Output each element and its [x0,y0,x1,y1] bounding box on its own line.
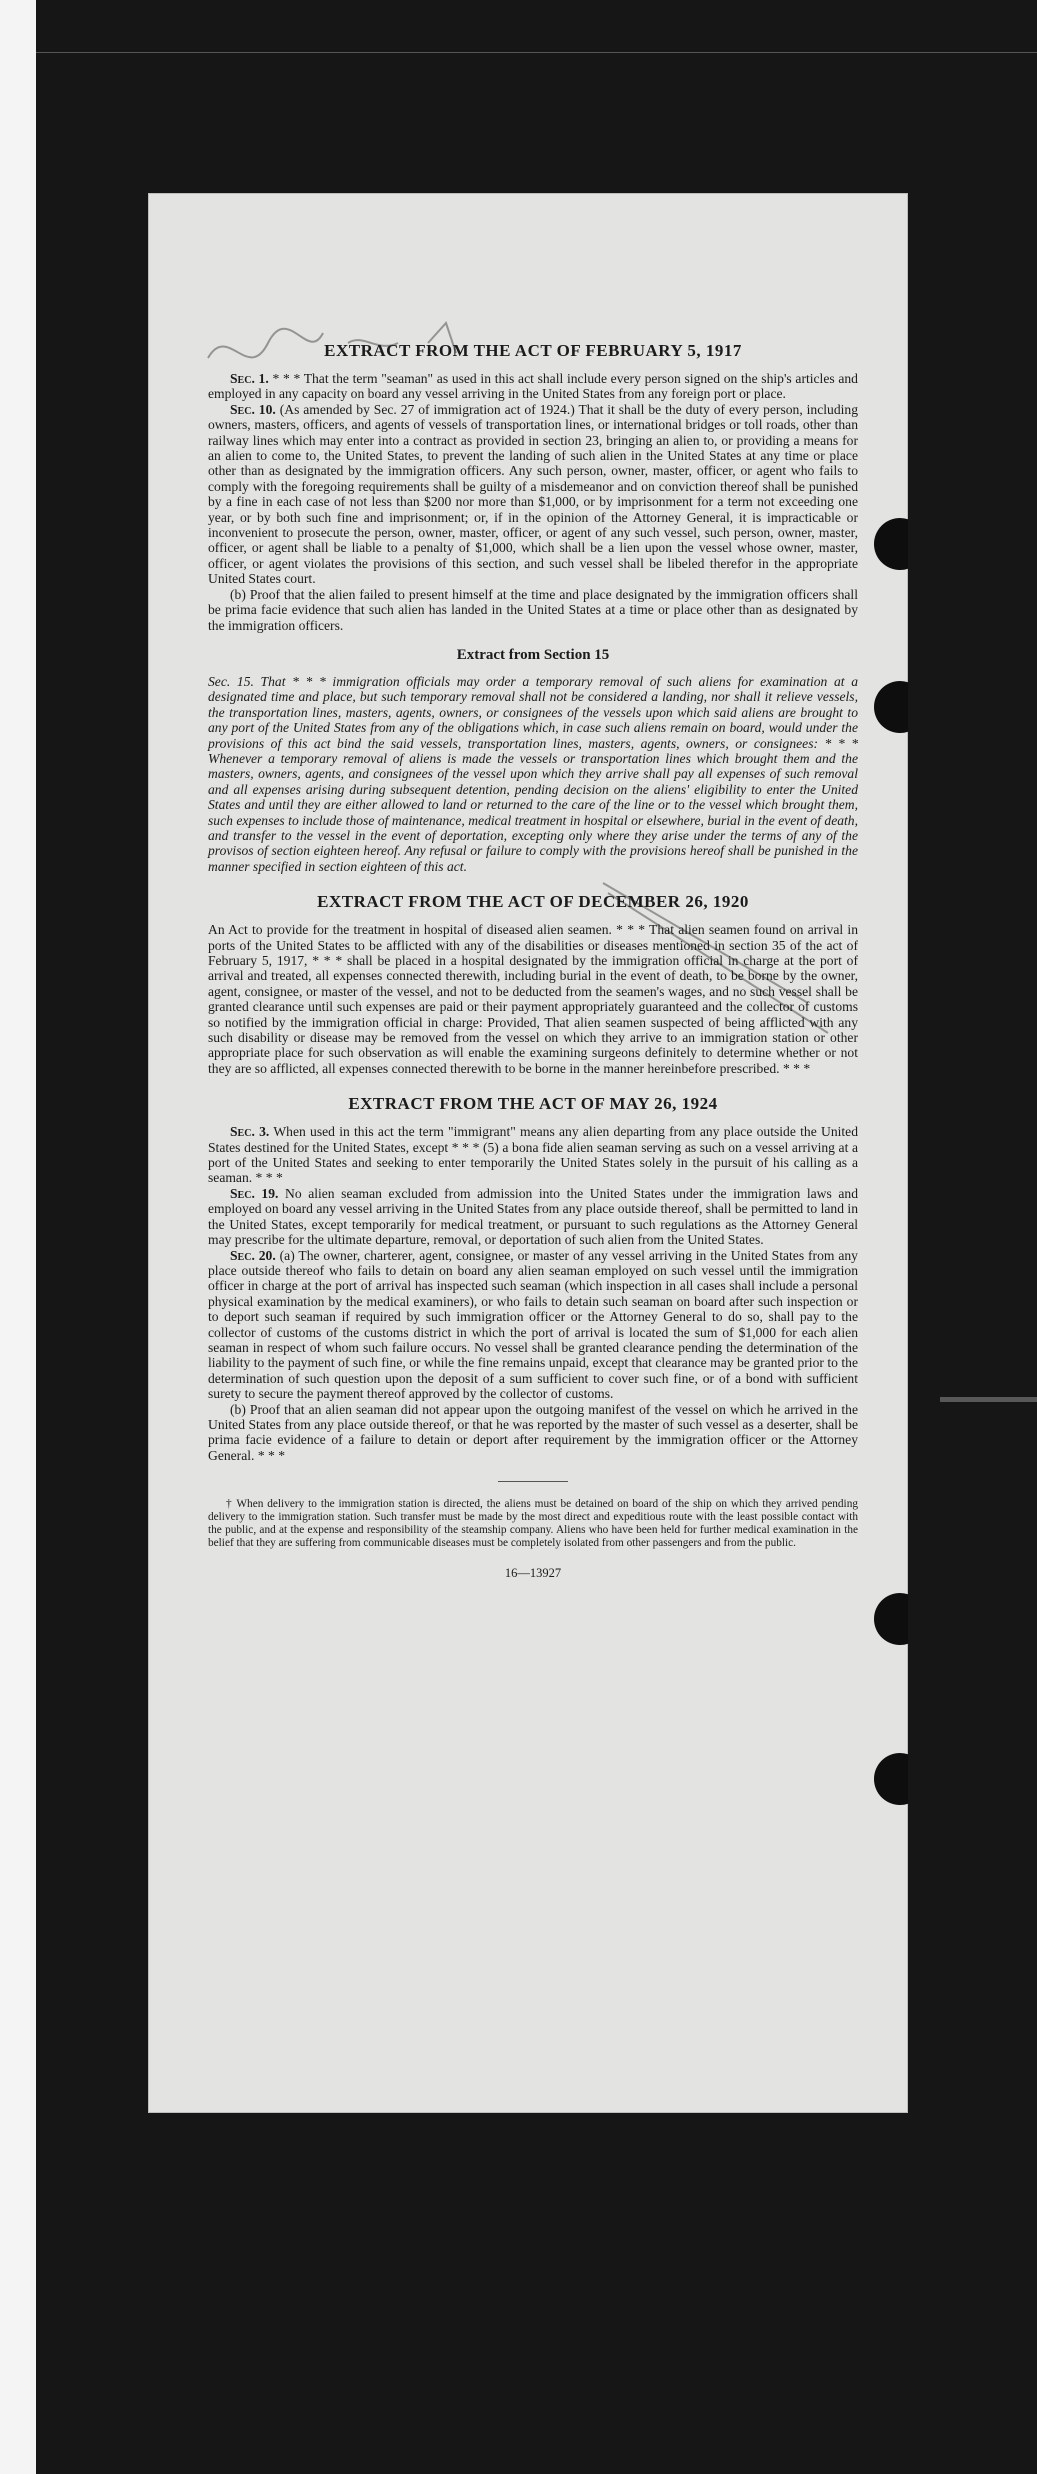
section-15-paragraph: Sec. 15. That * * * immigration officials may order a temporary removal of such aliens for examination at a designated time and place, but such temporary removal shall not be considered a landing, nor shall it relieve vessels, the transportation lines, masters, agents, owners, or consignees of the vessels upon which said aliens are brought to any port of the United States from any of the obligations which, in case such aliens remain on board, would under the provisions of this act bind the said vessels, transportation lines, masters, agents, owners, or consignees: * * * Whenever a temporary removal of aliens is made the vessels or transportation lines which brought them and the masters, owners, agents, and consignees of the vessel upon which they arrive shall pay all expenses of such removal and all expenses arising during subsequent detention, pending decision on the aliens' eligibility to enter the United States and until they are either allowed to land or returned to the care of the line or to the vessel which brought them, such expenses to include those of maintenance, medical treatment in hospital or elsewhere, burial in the event of death, and transfer to the vessel in the event of deportation, excepting only where they arise under the terms of any of the provisos of section eighteen hereof. Any refusal or failure to comply with the provisions hereof shall be punished in the manner specified in section eighteen of this act. [208,673,858,874]
section-1-paragraph [208,371,858,402]
paragraph-text: * * * That the term "seaman" as used in this act shall include every person signed on the ship's articles and employed in any capacity on board any vessel arriving in the United States from any foreign port or place. [208,371,858,402]
scan-mark [940,1397,1037,1402]
section-label: Sec. 3. [230,1124,270,1140]
paragraph-text: (As amended by Sec. 27 of immigration act of 1924.) That it shall be the duty of every person, including owners, masters, officers, and agents of vessels of transportation lines, or international bridges or toll roads, other than railway lines which may enter into a contract as provided in section 23, bringing an alien to, or providing a means for an alien to come to, the United States, to prevent the landing of such alien in the United States at any time or place other than as designated by the immigration officers. Any such person, owner, master, officer, or agent who fails to comply with the foregoing requirements shall be guilty of a misdemeanor and on conviction thereof shall be punished by a fine in each case of not less than $200 nor more than $1,000, or by imprisonment for a term not exceeding one year, or by both such fine and imprisonment; or, if in the opinion of the Attorney General, it is impracticable or inconvenient to prosecute the person, owner, master, officer, or agent of any such vessel, such person, owner, master, officer, or agent shall be liable to a penalty of $1,000, which shall be a lien upon the vessel whose owner, master, officer, or agent violates the provisions of this section, and such vessel shall be libeled therefor in the appropriate United States court. [208,401,859,587]
section-heading-1924: EXTRACT FROM THE ACT OF MAY 26, 1924 [348,1094,718,1114]
section-20a-paragraph [208,1248,858,1402]
section-label: Sec. 20. [230,1247,276,1263]
paragraph-text: (a) The owner, charterer, agent, consignee, or master of any vessel arriving in the United States from any place outside thereof who fails to detain on board any alien seaman employed on such vessel until the immigration officer in charge at the port of arrival has inspected such seaman (which inspection in all cases shall include a personal physical examination by the medical examiners), or who fails to detain such seaman on board after such inspection or to deport such seaman if required by such immigration officer or the Attorney General to do so, shall pay to the collector of customs of the customs district in which the port of arrival is located the sum of $1,000 for each alien seaman in respect of whom such failure occurs. No vessel shall be granted clearance pending the determination of the liability to the payment of such fine, or while the fine remains unpaid, except that clearance may be granted prior to the determination of such question upon the deposit of a sum sufficient to cover such fine, or of a bond with sufficient surety to secure the payment thereof approved by the collector of customs. [208,1247,858,1402]
document-body [208,341,858,1581]
section-10-paragraph [208,402,858,587]
section-heading-1917: EXTRACT FROM THE ACT OF FEBRUARY 5, 1917 [324,341,742,360]
section-heading-15: Extract from Section 15 [456,646,610,663]
section-label: Sec. 19. [230,1185,279,1201]
document-page [148,193,908,2113]
scan-line [36,52,1037,53]
section-heading-1920: EXTRACT FROM THE ACT OF DECEMBER 26, 1920 [317,892,749,912]
section-label: Sec. 10. [230,401,276,417]
paragraph-text: When used in this act the term "immigrant" means any alien departing from any place outside the United States destined for the United States, except * * * (5) a bona fide alien seaman serving as such on a vessel arriving at a port of the United States and seeking to enter temporarily the United States solely in the pursuit of his calling as a seaman. * * * [208,1124,859,1186]
punch-hole [874,1753,908,1805]
punch-hole [874,1593,908,1645]
section-10b-paragraph: (b) Proof that the alien failed to present himself at the time and place designated by the immigration officers shall be prima facie evidence that such alien has landed in the United States at a time or place other than as designated by the immigration officers. [208,586,858,633]
paragraph-text: No alien seaman excluded from admission into the United States under the immigration laws and employed on board any vessel arriving in the United States from any place outside thereof, shall be permitted to land in the United States, except temporarily for medical treatment, or pursuant to such regulations as the Attorney General may prescribe for the ultimate departure, removal, or deportation of such alien from the United States. [208,1185,858,1248]
scan-border [0,0,36,2474]
section-20b-paragraph: (b) Proof that an alien seaman did not appear upon the outgoing manifest of the vessel on which he arrived in the United States from any place outside thereof, or that he was reported by the master of such vessel as a deserter, shall be prima facie evidence of a failure to detain or deport after requirement by the immigration officer or the Attorney General. * * * [208,1401,858,1463]
footnote [208,1498,858,1550]
section-3-paragraph [208,1124,858,1186]
section-label: Sec. 1. [230,371,269,386]
section-19-paragraph [208,1186,858,1248]
act-1920-paragraph: An Act to provide for the treatment in hospital of diseased alien seamen. * * * That alien seamen found on arrival in ports of the United States to be afflicted with any of the disabilities or diseases mentioned in section 35 of the act of February 5, 1917, * * * shall be placed in a hospital designated by the immigration official in charge at the port of arrival and treated, all expenses connected therewith, including burial in the event of death, to be borne by the owner, agent, consignee, or master of the vessel, and not to be deducted from the seamen's wages, and no such vessel shall be granted clearance until such expenses are paid or their payment appropriately guaranteed and the collector of customs so notified by the immigration official in charge: Provided, That alien seamen suspected of being afflicted with any such disability or disease may be removed from the vessel on which they arrive to an immigration station or other appropriate place for such observation as will enable the examining surgeons definitely to determine whether or not they are so afflicted, all expenses connected therewith to be borne in the manner hereinbefore prescribed. * * * [208,922,858,1076]
form-code: 16—13927 [504,1566,562,1581]
footnote-text: † When delivery to the immigration station is directed, the aliens must be detained on board of the ship on which they arrived pending delivery to the immigration station. Such transfer must be made by the most direct and expeditious route with the least possible contact with the public, and at the expense and responsibility of the steamship company. Aliens who have been held for further medical examination in the belief that they are suffering from communicable diseases must be completely isolated from other passengers and from the public. [208,1498,858,1550]
divider [498,1481,568,1482]
